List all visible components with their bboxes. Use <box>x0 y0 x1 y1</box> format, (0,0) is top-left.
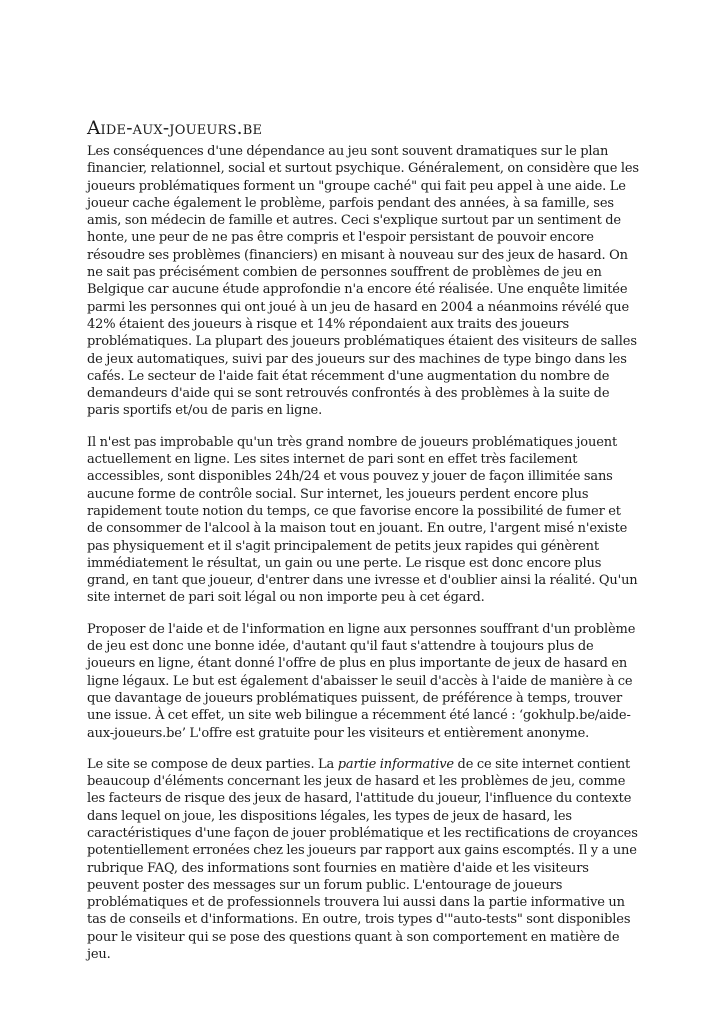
paragraph-consequences: Les conséquences d'une dépendance au jeu sont souvent dramatiques sur le plan financier, relationnel, social et surtout psychique. Généralement, on considère que les joueurs problématiques forment un "groupe caché" qui fait peu appel à une aide. Le joueur cache également le problème, parfois pendant des années, à sa famille, ses amis, son médecin de famille et autres. Ceci s'explique surtout par un sentiment de honte, une peur de ne pas être compris et l'espoir persistant de pouvoir encore résoudre ses problèmes (financiers) en misant à nouveau sur des jeux de hasard. On ne sait pas précisément combien de personnes souffrent de problèmes de jeu en Belgique car aucune étude approfondie n'a encore été réalisée. Une enquête limitée parmi les personnes qui ont joué à un jeu de hasard en 2004 a néanmoins révélé que 42% étaient des joueurs à risque et 14% répondaient aux traits des joueurs problématiques. La plupart des joueurs problématiques étaient des visiteurs de salles de jeux automatiques, suivi par des joueurs sur des machines de type bingo dans les cafés. Le secteur de l'aide fait état récemment d'une augmentation du nombre de demandeurs d'aide qui se sont retrouvés confrontés à des problèmes à la suite de paris sportifs et/ou de paris en ligne. <box>87 144 639 419</box>
emphasis-partie-informative: partie informative <box>337 756 454 772</box>
paragraph-online-help: Proposer de l'aide et de l'information en ligne aux personnes souffrant d'un problème de jeu est donc une bonne idée, d'autant qu'il faut s'attendre à toujours plus de joueurs en ligne, étant donné l'offre de plus en plus importante de jeux de hasard en ligne légaux. Le but est également d'abaisser le seuil d'accès à l'aide de manière à ce que davantage de joueurs problématiques puissent, de préférence à temps, trouver une issue. À cet effet, un site web bilingue a récemment été lancé : ‘gokhulp.be/aide-aux-joueurs.be’ L'offre est gratuite pour les visiteurs et entièrement anonyme. <box>87 621 636 741</box>
paragraph-site-structure-body: de ce site internet contient beaucoup d'éléments concernant les jeux de hasard et les problèmes de jeu, comme les facteurs de risque des jeux de hasard, l'attitude du joueur, l'influence du contexte dans lequel on joue, les dispositions légales, les types de jeux de hasard, les caractéristiques d'une façon de jouer problématique et les rectifications de croyances potentiellement erronées chez les joueurs par rapport aux gains escomptés. Il y a une rubrique FAQ, des informations sont fournies en matière d'aide et les visiteurs peuvent poster des messages sur un forum public. L'entourage de joueurs problématiques et de professionnels trouvera lui aussi dans la partie informative un tas de conseils et d'informations. En outre, trois types d'"auto-tests" sont disponibles pour le visiteur qui se pose des questions quant à son comportement en matière de jeu. <box>87 756 638 963</box>
document-title: Aide-aux-joueurs.be <box>87 118 263 139</box>
document-page <box>87 118 639 977</box>
paragraph-site-structure <box>87 756 639 964</box>
paragraph-online-gambling: Il n'est pas improbable qu'un très grand nombre de joueurs problématiques jouent actuellement en ligne. Les sites internet de pari sont en effet très facilement accessibles, sont disponibles 24h/24 et vous pouvez y jouer de façon illimitée sans aucune forme de contrôle social. Sur internet, les joueurs perdent encore plus rapidement toute notion du temps, ce que favorise encore la possibilité de fumer et de consommer de l'alcool à la maison tout en jouant. En outre, l'argent misé n'existe pas physiquement et il s'agit principalement de petits jeux rapides qui génèrent immédiatement le résultat, un gain ou une perte. Le risque est donc encore plus grand, en tant que joueur, d'entrer dans une ivresse et d'oublier ainsi la réalité. Qu'un site internet de pari soit légal ou non importe peu à cet égard. <box>87 434 638 606</box>
paragraph-site-structure-intro: Le site se compose de deux parties. La <box>87 756 338 772</box>
